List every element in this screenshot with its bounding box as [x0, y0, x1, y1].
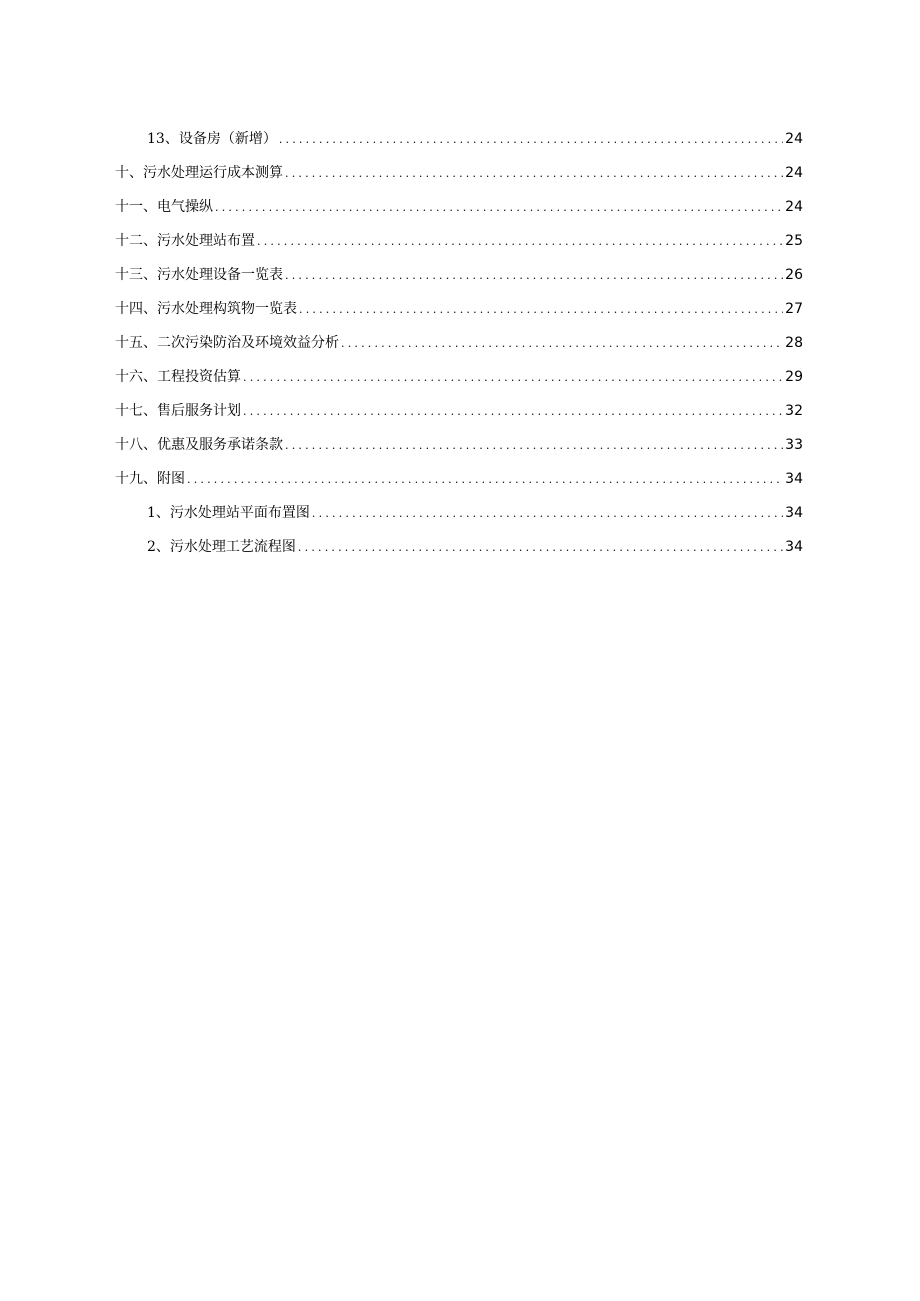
toc-leader-dots [312, 504, 783, 524]
toc-entry-page: 34 [785, 539, 803, 555]
toc-leader-dots [285, 266, 783, 286]
toc-entry-page: 28 [785, 335, 803, 351]
toc-entry[interactable] [115, 435, 803, 469]
toc-entry-page: 32 [785, 403, 803, 419]
toc-leader-dots [215, 198, 783, 218]
toc-entry-page: 34 [785, 471, 803, 487]
toc-leader-dots [299, 300, 783, 320]
toc-leader-dots [243, 402, 783, 422]
toc-entry[interactable] [115, 401, 803, 435]
toc-entry-title: 十一、电气操纵 [115, 199, 213, 215]
toc-entry[interactable] [115, 469, 803, 503]
toc-entry-title: 十三、污水处理设备一览表 [115, 267, 283, 283]
toc-entry-title: 1、污水处理站平面布置图 [147, 505, 310, 521]
toc-entry-page: 34 [785, 505, 803, 521]
toc-leader-dots [243, 368, 783, 388]
toc-entry[interactable] [115, 197, 803, 231]
toc-entry[interactable] [115, 129, 803, 163]
toc-entry-page: 33 [785, 437, 803, 453]
toc-entry[interactable] [115, 299, 803, 333]
toc-entry-title: 十五、二次污染防治及环境效益分析 [115, 335, 339, 351]
toc-leader-dots [298, 538, 783, 558]
toc-entry-title: 十八、优惠及服务承诺条款 [115, 437, 283, 453]
toc-entry[interactable] [115, 163, 803, 197]
toc-leader-dots [285, 436, 783, 456]
toc-entry-page: 27 [785, 301, 803, 317]
toc-leader-dots [285, 164, 783, 184]
table-of-contents [115, 129, 803, 571]
toc-entry[interactable] [115, 367, 803, 401]
toc-entry-page: 24 [785, 165, 803, 181]
toc-entry[interactable] [115, 333, 803, 367]
toc-entry-page: 25 [785, 233, 803, 249]
toc-entry[interactable] [115, 537, 803, 571]
toc-entry-title: 十九、附图 [115, 471, 185, 487]
toc-entry[interactable] [115, 231, 803, 265]
toc-entry-title: 十七、售后服务计划 [115, 403, 241, 419]
toc-entry-page: 29 [785, 369, 803, 385]
toc-entry[interactable] [115, 503, 803, 537]
toc-leader-dots [279, 130, 783, 150]
toc-entry-title: 2、污水处理工艺流程图 [147, 539, 296, 555]
toc-entry-title: 13、设备房（新增） [147, 131, 277, 147]
toc-entry[interactable] [115, 265, 803, 299]
toc-entry-title: 十六、工程投资估算 [115, 369, 241, 385]
toc-leader-dots [187, 470, 783, 490]
toc-entry-title: 十二、污水处理站布置 [115, 233, 255, 249]
toc-leader-dots [341, 334, 783, 354]
toc-entry-title: 十四、污水处理构筑物一览表 [115, 301, 297, 317]
toc-entry-title: 十、污水处理运行成本测算 [115, 165, 283, 181]
toc-entry-page: 24 [785, 199, 803, 215]
toc-entry-page: 26 [785, 267, 803, 283]
toc-entry-page: 24 [785, 131, 803, 147]
toc-leader-dots [257, 232, 783, 252]
